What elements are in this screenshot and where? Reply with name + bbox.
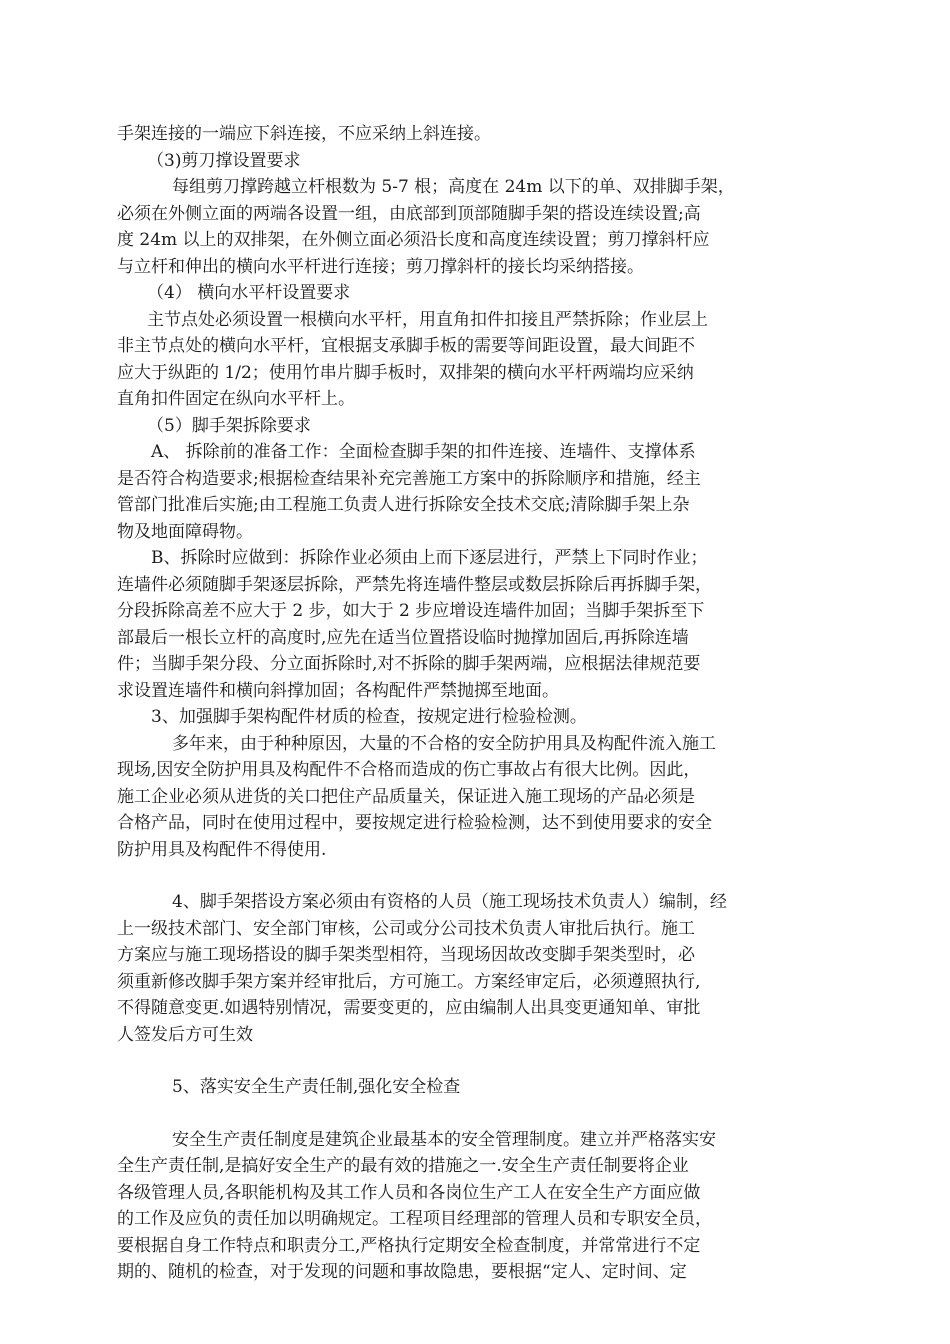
text-line: 部最后一根长立杆的高度时,应先在适当位置搭设临时抛撑加固后,再拆除连墙 [117,627,689,648]
text-line: 直角扣件固定在纵向水平杆上。 [117,389,355,409]
paragraph-gap [117,863,817,889]
text-line: 手架连接的一端应下斜连接，不应采纳上斜连接。 [117,124,491,144]
text-line: 现场,因安全防护用具及构配件不合格而造成的伤亡事故占有很大比例。因此， [117,760,701,780]
text-line: 不得随意变更.如遇特别情况，需要变更的，应由编制人出具变更通知单、审批 [117,998,701,1018]
text-line: 与立杆和伸出的横向水平杆进行连接；剪刀撑斜杆的接长均采纳搭接。 [117,256,644,277]
text-line: 人签发后方可生效 [117,1024,253,1045]
paragraph-gap [117,1048,817,1074]
text-line: A、 拆除前的准备工作：全面检查脚手架的扣件连接、连墙件、支撑体系 [151,442,696,462]
paragraph-gap [117,1101,817,1127]
text-line: 全生产责任制,是搞好安全生产的最有效的措施之一.安全生产责任制要将企业 [117,1156,689,1176]
section-heading: （5）脚手架拆除要求 [147,415,311,436]
text-line: 合格产品，同时在使用过程中，要按规定进行检验检测，达不到使用要求的安全 [117,813,712,833]
text-line: 分段拆除高差不应大于 2 步，如大于 2 步应增设连墙件加固；当脚手架拆至下 [117,601,705,621]
text-line: 要根据自身工作特点和职责分工,严格执行定期安全检查制度，并常常进行不定 [117,1235,701,1256]
text-line: 防护用具及构配件不得使用. [117,839,327,860]
text-line: 上一级技术部门、安全部门审核，公司或分公司技术负责人审批后执行。施工 [117,918,695,939]
text-line: 每组剪刀撑跨越立杆根数为 5-7 根；高度在 24m 以下的单、双排脚手架， [172,177,735,197]
text-line: 4、脚手架搭设方案必须由有资格的人员（施工现场技术负责人）编制，经 [172,892,727,912]
text-line: 方案应与施工现场搭设的脚手架类型相符，当现场因故改变脚手架类型时，必 [117,945,695,965]
text-line: 管部门批准后实施;由工程施工负责人进行拆除安全技术交底;清除脚手架上杂 [117,495,690,515]
text-line: 多年来，由于种种原因，大量的不合格的安全防护用具及构配件流入施工 [172,733,716,754]
text-line: 件；当脚手架分段、分立面拆除时,对不拆除的脚手架两端，应根据法律规范要 [117,654,701,674]
text-line: 的工作及应负的责任加以明确规定。工程项目经理部的管理人员和专职安全员， [117,1209,712,1229]
section-heading: 3、加强脚手架构配件材质的检查，按规定进行检验检测。 [151,707,587,727]
section-heading: （3)剪刀撑设置要求 [147,150,301,171]
text-line: 连墙件必须随脚手架逐层拆除，严禁先将连墙件整层或数层拆除后再拆脚手架， [117,574,712,595]
text-line: 物及地面障碍物。 [117,521,253,542]
text-line: 须重新修改脚手架方案并经审批后，方可施工。方案经审定后，必须遵照执行, [117,971,701,992]
text-line: 各级管理人员,各职能机构及其工作人员和各岗位生产工人在安全生产方面应做 [117,1182,701,1203]
text-line: 施工企业必须从进货的关口把住产品质量关，保证进入施工现场的产品必须是 [117,786,695,807]
text-line: 期的、随机的检查，对于发现的问题和事故隐患，要根据“定人、定时间、定 [117,1262,687,1282]
text-line: 度 24m 以上的双排架，在外侧立面必须沿长度和高度连续设置；剪刀撑斜杆应 [117,230,710,250]
text-line: 非主节点处的横向水平杆，宜根据支承脚手板的需要等间距设置，最大间距不 [117,336,695,356]
text-line: B、拆除时应做到：拆除作业必须由上而下逐层进行，严禁上下同时作业； [151,548,708,568]
section-heading: （4） 横向水平杆设置要求 [147,283,351,303]
document-body [117,121,817,1286]
text-line: 应大于纵距的 1/2；使用竹串片脚手板时，双排架的横向水平杆两端均应采纳 [117,362,694,383]
text-line: 主节点处必须设置一根横向水平杆，用直角扣件扣接且严禁拆除；作业层上 [147,309,708,330]
text-line: 求设置连墙件和横向斜撑加固；各构配件严禁抛掷至地面。 [117,680,559,701]
text-line: 安全生产责任制度是建筑企业最基本的安全管理制度。建立并严格落实安 [172,1129,716,1150]
text-line: 是否符合构造要求;根据检查结果补充完善施工方案中的拆除顺序和措施，经主 [117,468,701,489]
section-heading: 5、落实安全生产责任制,强化安全检查 [172,1077,461,1097]
text-line: 必须在外侧立面的两端各设置一组，由底部到顶部随脚手架的搭设连续设置;高 [117,203,701,224]
